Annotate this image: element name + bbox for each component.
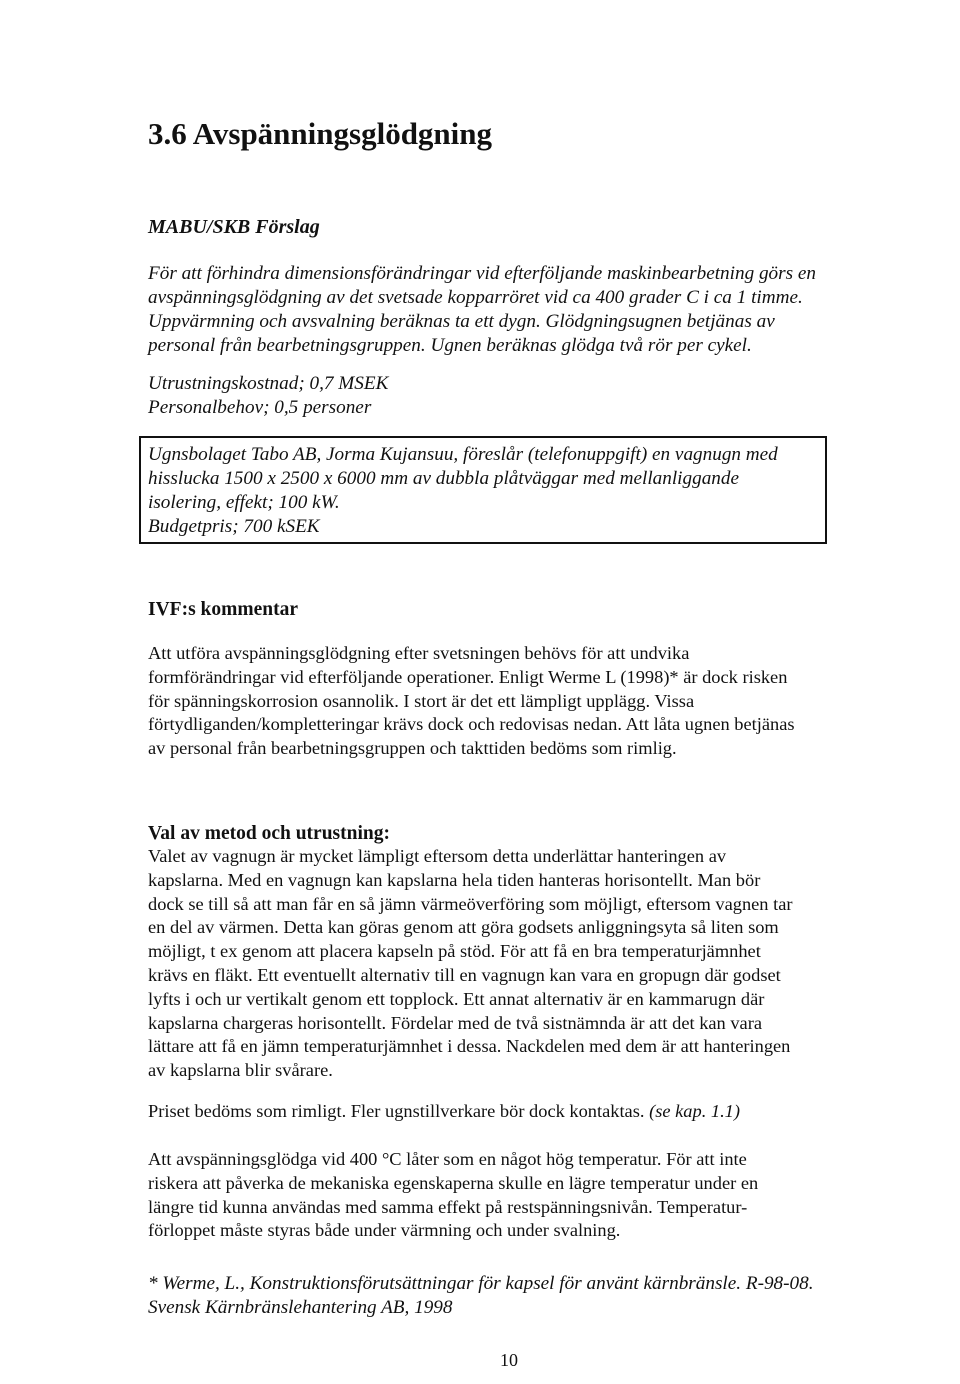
budget-price: Budgetpris; 700 kSEK (148, 516, 320, 537)
chapter-reference: (se kap. 1.1) (649, 1101, 740, 1121)
proposal-line: avspänningsglödgning av det svetsade kopparröret vid ca 400 grader C i ca 1 timme. (148, 287, 803, 308)
comment-line: Att utföra avspänningsglödgning efter svetsningen behövs för att undvika (148, 643, 690, 663)
comment-title: IVF:s kommentar (148, 599, 299, 620)
proposal-title: MABU/SKB Förslag (148, 216, 320, 238)
temperature-paragraph (148, 1148, 758, 1243)
comment-paragraph (148, 642, 795, 761)
supplier-line: Ugnsbolaget Tabo AB, Jorma Kujansuu, föreslår (telefonuppgift) en vagnugn med (148, 444, 778, 465)
method-line: Valet av vagnugn är mycket lämpligt eftersom detta underlättar hanteringen av (148, 846, 727, 866)
method-line: av kapslarna blir svårare. (148, 1060, 333, 1081)
supplier-line: isolering, effekt; 100 kW. (148, 492, 340, 513)
comment-line: av personal från bearbetningsgruppen och takttiden bedöms som rimlig. (148, 738, 677, 759)
page-title: 3.6 Avspänningsglödgning (148, 116, 493, 151)
temperature-line: Att avspänningsglödga vid 400 °C låter som en något hög temperatur. För att inte (148, 1149, 747, 1169)
supplier-line: hisslucka 1500 x 2500 x 6000 mm av dubbla plåtväggar med mellanliggande (148, 468, 739, 489)
method-line: lyfts i och ur vertikalt genom ett topplock. Ett annat alternativ är en kammarugn där (148, 988, 765, 1009)
method-line: möjligt, t ex genom att placera kapseln på stöd. För att få en bra temperaturjämnhet (148, 941, 761, 962)
method-paragraph (148, 845, 793, 1083)
comment-line: för spänningskorrosion osannolik. I stort är det ett lämpligt upplägg. Vissa (148, 690, 695, 711)
temperature-line: riskera att påverka de mekaniska egenskaperna skulle en lägre temperatur under en (148, 1172, 759, 1193)
footnote-line: Svensk Kärnbränslehantering AB, 1998 (148, 1297, 453, 1318)
proposal-paragraph (148, 262, 816, 358)
comment-line: formförändringar vid efterföljande operationer. Enligt Werme L (1998)* är dock risken (148, 666, 788, 687)
method-line: en del av värmen. Detta kan göras genom att göra godsets anliggningsyta så liten som (148, 917, 779, 938)
comment-line: förtydliganden/kompletteringar krävs dock och redovisas nedan. Att låta ugnen betjänas (148, 714, 795, 735)
temperature-line: förloppet måste styras både under värmning och under svalning. (148, 1220, 621, 1241)
method-line: kapslarna chargeras horisontellt. Fördelar med de två sistnämnda är att det kan vara (148, 1012, 762, 1033)
method-line: kapslarna. Med en vagnugn kan kapslarna hela tiden hanteras horisontellt. Man bör (148, 869, 761, 890)
price-text: Priset bedöms som rimligt. Fler ugnstillverkare bör dock kontaktas. (148, 1101, 645, 1121)
proposal-line: För att förhindra dimensionsförändringar vid efterföljande maskinbearbetning görs en (148, 263, 816, 284)
staff-requirement: Personalbehov; 0,5 personer (148, 397, 372, 418)
proposal-cost-paragraph (148, 372, 388, 420)
supplier-box-text (148, 443, 778, 539)
method-line: dock se till så att man får en så jämn värmeöverföring som möjligt, eftersom vagnen tar (148, 893, 793, 914)
proposal-line: personal från bearbetningsgruppen. Ugnen beräknas glödga två rör per cykel. (148, 335, 752, 356)
method-line: lättare att få en jämn temperaturjämnhet i dessa. Nackdelen med dem är att hanteringen (148, 1036, 791, 1057)
proposal-line: Uppvärmning och avsvalning beräknas ta ett dygn. Glödgningsugnen betjänas av (148, 311, 775, 332)
price-paragraph (148, 1100, 740, 1124)
temperature-line: längre tid kunna användas med samma effekt på restspänningsnivån. Temperatur- (148, 1196, 748, 1217)
footnote-line: * Werme, L., Konstruktionsförutsättningar för kapsel för använt kärnbränsle. R-98-08. (148, 1273, 814, 1294)
equipment-cost: Utrustningskostnad; 0,7 MSEK (148, 373, 389, 394)
method-title: Val av metod och utrustning: (148, 823, 390, 844)
footnote (148, 1272, 814, 1320)
method-line: krävs en fläkt. Ett eventuellt alternativ till en vagnugn kan vara en gropugn där godset (148, 964, 781, 985)
page-number: 10 (500, 1350, 518, 1370)
